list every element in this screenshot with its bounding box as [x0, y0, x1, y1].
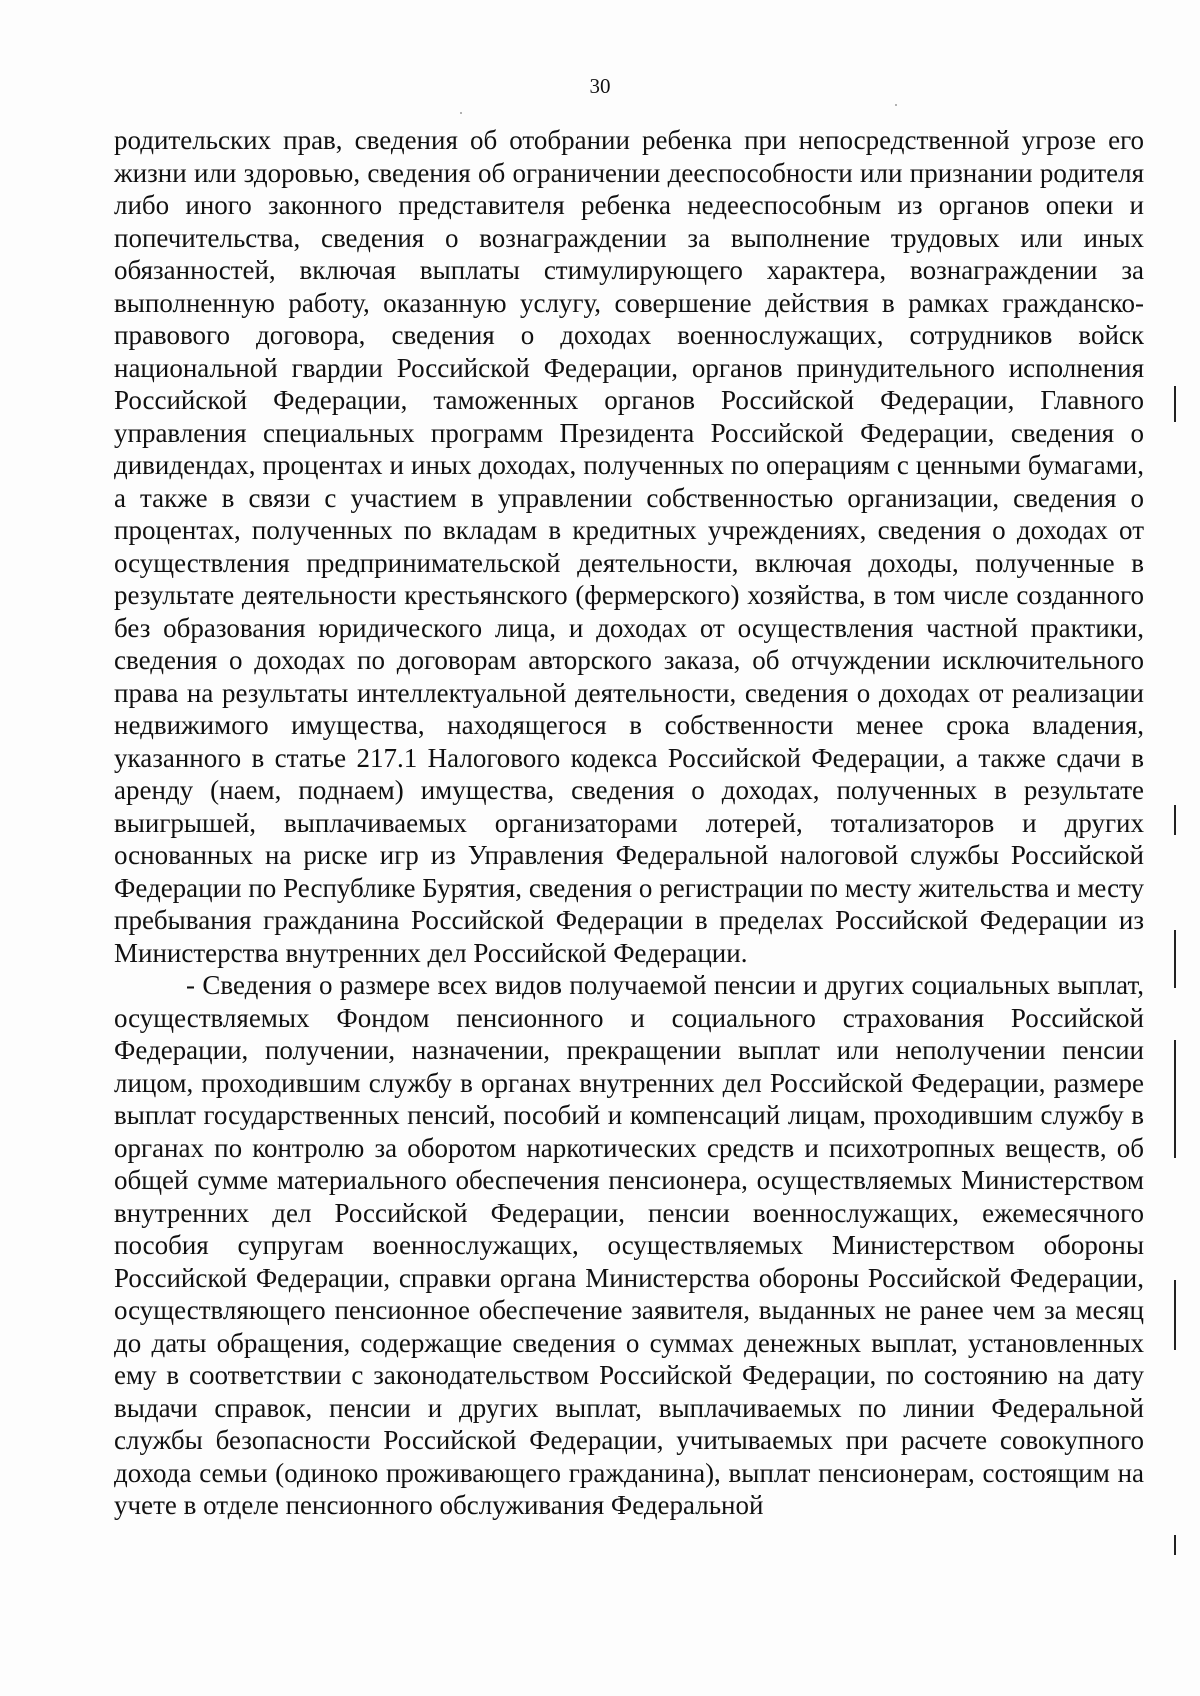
page-number: 30: [589, 74, 611, 98]
scan-margin-mark: [1174, 1040, 1176, 1158]
scan-speck: [895, 104, 897, 106]
scan-speck: [460, 112, 462, 114]
scan-margin-mark: [1174, 805, 1176, 835]
paragraph-continued: родительских прав, сведения об отобрании ребенка при непосредственной угрозе его жизни или здоровью, сведения об ограничении дееспособности или признании родителя либо иного законного представителя ребенка недееспособным из органов опеки и попечительства, сведения о вознаграждении за выполнение трудовых или иных обязанностей, включая выплаты стимулирующего характера, вознаграждении за выполненную работу, оказанную услугу, совершение действия в рамках гражданско-правового договора, сведения о доходах военнослужащих, сотрудников войск национальной гвардии Российской Федерации, органов принудительного исполнения Российской Федерации, таможенных органов Российской Федерации, Главного управления специальных программ Президента Российской Федерации, сведения о дивидендах, процентах и иных доходах, полученных по операциям с ценными бумагами, а также в связи с участием в управлении собственностью организации, сведения о процентах, полученных по вкладам в кредитных учреждениях, сведения о доходах от осуществления предпринимательской деятельности, включая доходы, полученные в результате деятельности крестьянского (фермерского) хозяйства, в том числе созданного без образования юридического лица, и доходах от осуществления частной практики, сведения о доходах по договорам авторского заказа, об отчуждении исключительного права на результаты интеллектуальной деятельности, сведения о доходах от реализации недвижимого имущества, находящегося в собственности менее срока владения, указанного в статье 217.1 Налогового кодекса Российской Федерации, а также сдачи в аренду (наем, поднаем) имущества, сведения о доходах, полученных в результате выигрышей, выплачиваемых организаторами лотерей, тотализаторов и других основанных на риске игр из Управления Федеральной налоговой службы Российской Федерации по Республике Бурятия, сведения о регистрации по месту жительства и месту пребывания гражданина Российской Федерации в пределах Российской Федерации из Министерства внутренних дел Российской Федерации.: [114, 125, 1144, 968]
document-body: [114, 124, 1144, 1522]
scan-margin-mark: [1174, 1280, 1176, 1350]
scan-margin-mark: [1174, 930, 1176, 988]
scan-margin-mark: [1174, 1535, 1176, 1555]
scan-margin-mark: [1174, 386, 1176, 422]
paragraph-pension-info: - Сведения о размере всех видов получаемой пенсии и других социальных выплат, осуществляемых Фондом пенсионного и социального страхования Российской Федерации, получении, назначении, прекращении выплат или неполучении пенсии лицом, проходившим службу в органах внутренних дел Российской Федерации, размере выплат государственных пенсий, пособий и компенсаций лицам, проходившим службу в органах по контролю за оборотом наркотических средств и психотропных веществ, об общей сумме материального обеспечения пенсионера, осуществляемых Министерством внутренних дел Российской Федерации, пенсии военнослужащих, ежемесячного пособия супругам военнослужащих, осуществляемых Министерством обороны Российской Федерации, справки органа Министерства обороны Российской Федерации, осуществляющего пенсионное обеспечение заявителя, выданных не ранее чем за месяц до даты обращения, содержащие сведения о суммах денежных выплат, установленных ему в соответствии с законодательством Российской Федерации, по состоянию на дату выдачи справок, пенсии и других выплат, выплачиваемых по линии Федеральной службы безопасности Российской Федерации, учитываемых при расчете совокупного дохода семьи (одиноко проживающего гражданина), выплат пенсионерам, состоящим на учете в отделе пенсионного обслуживания Федеральной: [114, 970, 1144, 1520]
